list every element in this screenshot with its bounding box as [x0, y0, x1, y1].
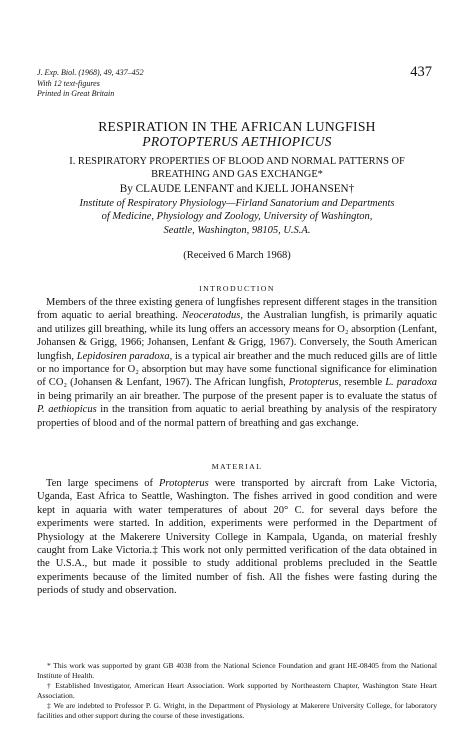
title-line-2: PROTOPTERUS AETHIOPICUS: [142, 134, 332, 149]
footnote-investigator: † Established Investigator, American Heart Association. Work supported by Northeastern Chapter, Washington State Heart Association.: [37, 681, 437, 700]
footnote-funding: * This work was supported by grant GB 4038 from the National Science Foundation and grant HE-08405 from the National Institute of Health.: [37, 661, 437, 680]
article-title: [0, 119, 474, 149]
article-subtitle: I. RESPIRATORY PROPERTIES OF BLOOD AND NORMAL PATTERNS OF BREATHING AND GAS EXCHANGE*: [69, 156, 405, 180]
introduction-heading: INTRODUCTION: [199, 284, 275, 293]
printed-note: Printed in Great Britain: [37, 89, 115, 98]
title-line-1: RESPIRATION IN THE AFRICAN LUNGFISH: [98, 119, 376, 134]
affiliation-line-3: Seattle, Washington, 98105, U.S.A.: [163, 224, 311, 236]
introduction-paragraph: Members of the three existing genera of lungfishes represent different stages in the transition from aquatic to aerial breathing. Neoceratodus, the Australian lungfish, is primarily aquatic and utilizes gill breathing, while its lung offers an accessory means for O₂ absorption (Lenfant, Johansen & Grigg, 1966; Johansen, Lenfant & Grigg, 1967). Conversely, the South American lungfish, Lepidosiren paradoxa, is a typical air breather and the much reduced gills are of little or no importance for O₂ absorption but may have some functional significance for elimination of CO₂ (Johansen & Lenfant, 1967). The African lungfish, Protopterus, resemble L. paradoxa in being primarily an air breather. The purpose of the present paper is to evaluate the status of P. aethiopicus in the transition from aquatic to aerial breathing by analysis of the respiratory properties of blood and of the normal pattern of breathing and gas exchange.: [37, 297, 438, 429]
affiliation-line-1: Institute of Respiratory Physiology—Firland Sanatorium and Departments: [79, 198, 395, 209]
affiliation: [66, 197, 408, 237]
affiliation-line-2: of Medicine, Physiology and Zoology, University of Washington,: [101, 211, 373, 223]
introduction-section: [37, 296, 437, 430]
author-line: By CLAUDE LENFANT and KJELL JOHANSEN†: [119, 183, 355, 195]
journal-citation: J. Exp. Biol. (1968), 49, 437–452: [37, 68, 144, 77]
received-date: (Received 6 March 1968): [183, 250, 291, 261]
material-heading: MATERIAL: [211, 462, 263, 471]
journal-header: [37, 68, 144, 100]
page-number: 437: [410, 64, 432, 80]
material-section: [37, 477, 437, 598]
figures-note: With 12 text-figures: [37, 78, 100, 88]
footnote-acknowledgement: ‡ We are indebted to Professor P. G. Wright, in the Department of Physiology at Makerere University College, for laboratory facilities and other support during the course of these investigations.: [37, 701, 437, 720]
footnotes: [37, 661, 437, 721]
material-paragraph: Ten large specimens of Protopterus were transported by aircraft from Lake Victoria, Uganda, East Africa to Seattle, Washington. The fishes arrived in good condition and were kept in aquaria with water temperatures of about 20° C. for several days before the experiments were started. In addition, experiments were performed in the Department of Physiology at the Makerere University College in Kampala, Uganda, on material freshly caught from Lake Victoria.‡ This work not only permitted verification of the data obtained in the U.S.A., but made it possible to study additional problems precluded in the Seattle experiments because of the limited number of fish. All the fishes were fasting during the periods of study and observation.: [37, 478, 437, 597]
